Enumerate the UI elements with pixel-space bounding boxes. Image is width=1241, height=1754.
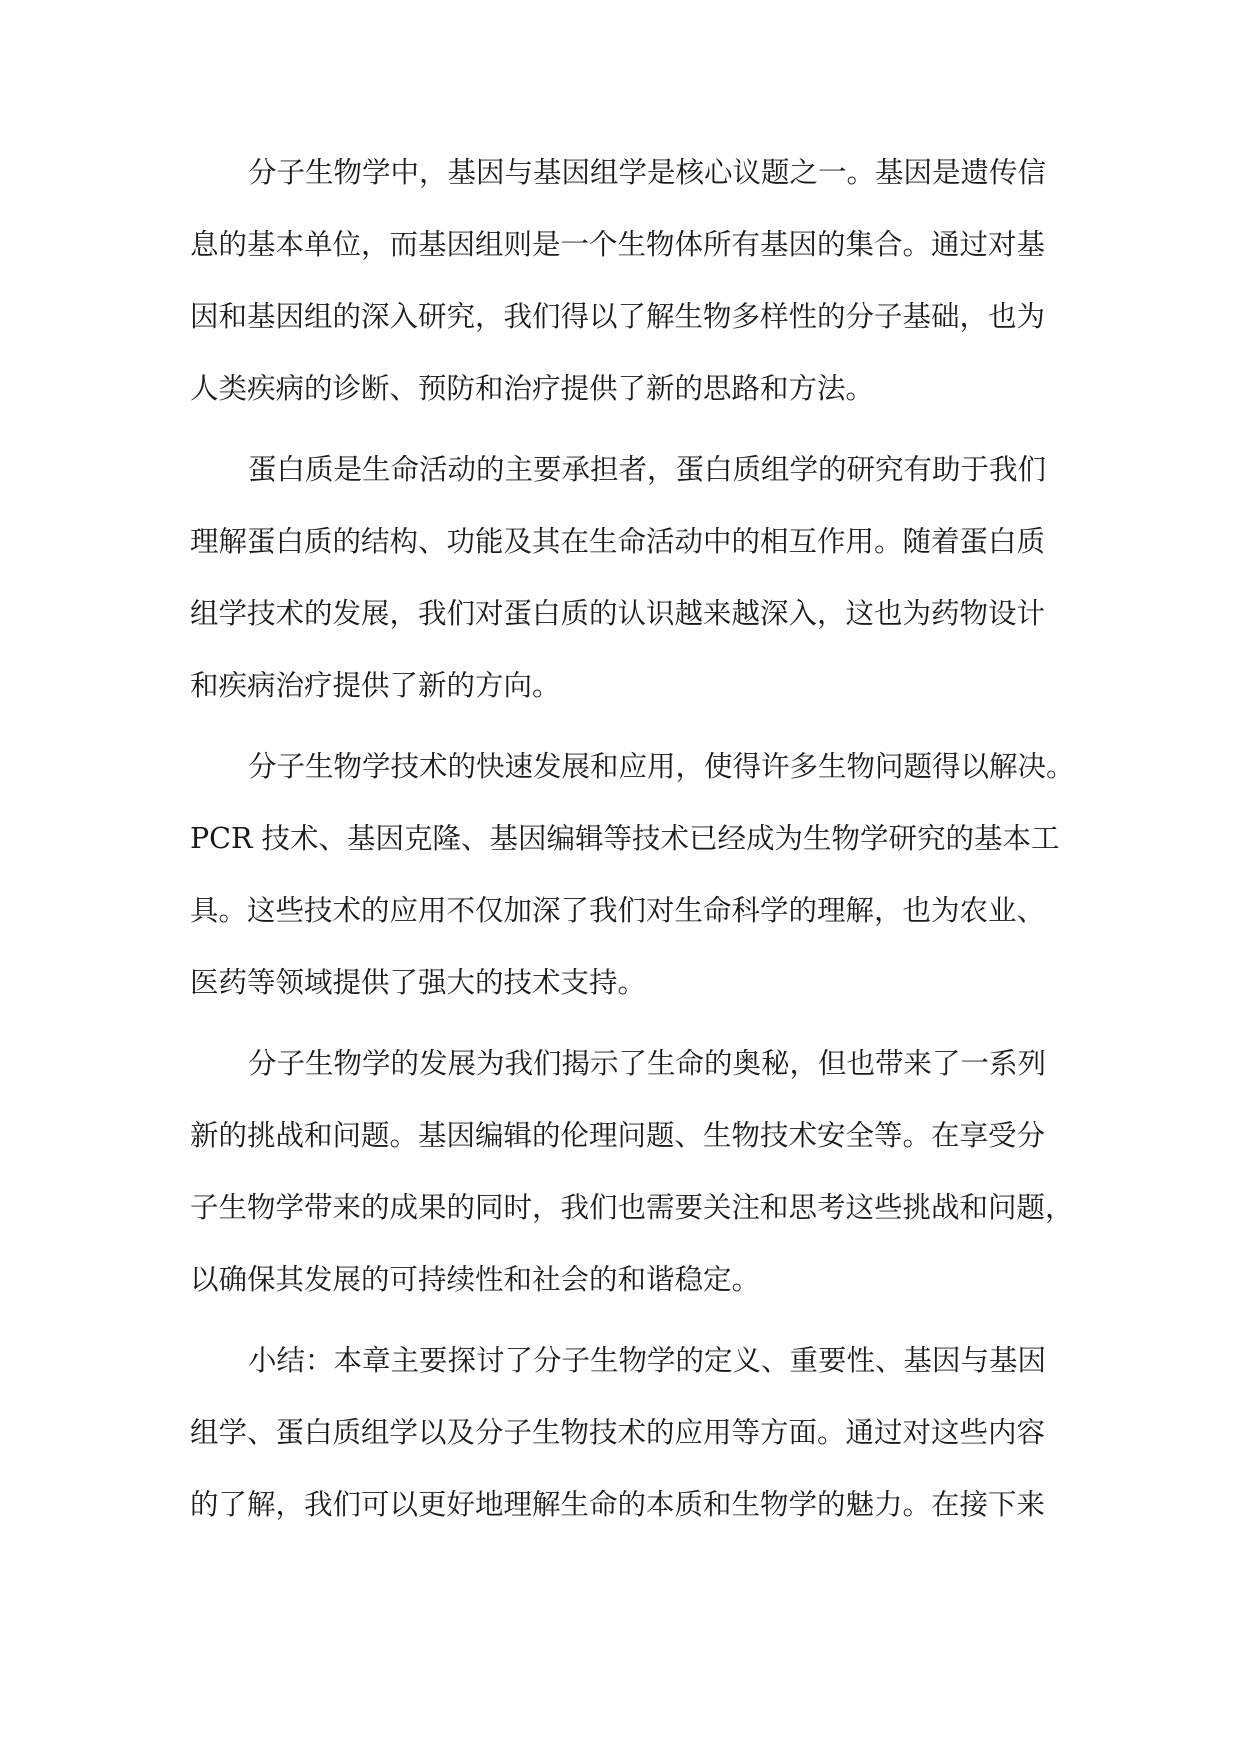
text-line: 和疾病治疗提供了新的方向。 [190, 669, 561, 702]
text-line: 具。这些技术的应用不仅加深了我们对生命科学的理解，也为农业、 [190, 894, 1046, 927]
text-line: 组学、蛋白质组学以及分子生物技术的应用等方面。通过对这些内容 [190, 1416, 1046, 1449]
text-line: 息的基本单位，而基因组则是一个生物体所有基因的集合。通过对基 [190, 228, 1046, 261]
text-line: 子生物学带来的成果的同时，我们也需要关注和思考这些挑战和问题， [190, 1191, 1074, 1224]
text-line: 人类疾病的诊断、预防和治疗提供了新的思路和方法。 [190, 372, 875, 405]
text-line: 理解蛋白质的结构、功能及其在生命活动中的相互作用。随着蛋白质 [190, 525, 1046, 558]
text-line: 医药等领域提供了强大的技术支持。 [190, 966, 647, 999]
text-line: 的了解，我们可以更好地理解生命的本质和生物学的魅力。在接下来 [190, 1488, 1046, 1521]
text-line: 分子生物学技术的快速发展和应用，使得许多生物问题得以解决。 [248, 750, 1075, 783]
text-line: 组学技术的发展，我们对蛋白质的认识越来越深入，这也为药物设计 [190, 597, 1046, 630]
text-line: 新的挑战和问题。基因编辑的伦理问题、生物技术安全等。在享受分 [190, 1119, 1046, 1152]
text-line: 因和基因组的深入研究，我们得以了解生物多样性的分子基础，也为 [190, 300, 1046, 333]
text-line: PCR 技术、基因克隆、基因编辑等技术已经成为生物学研究的基本工 [190, 822, 1060, 855]
text-line: 蛋白质是生命活动的主要承担者，蛋白质组学的研究有助于我们 [248, 453, 1047, 486]
text-line: 小结：本章主要探讨了分子生物学的定义、重要性、基因与基因 [248, 1344, 1047, 1377]
text-line: 分子生物学的发展为我们揭示了生命的奥秘，但也带来了一系列 [248, 1047, 1047, 1080]
text-line: 分子生物学中，基因与基因组学是核心议题之一。基因是遗传信 [248, 156, 1047, 189]
text-line: 以确保其发展的可持续性和社会的和谐稳定。 [190, 1263, 761, 1296]
